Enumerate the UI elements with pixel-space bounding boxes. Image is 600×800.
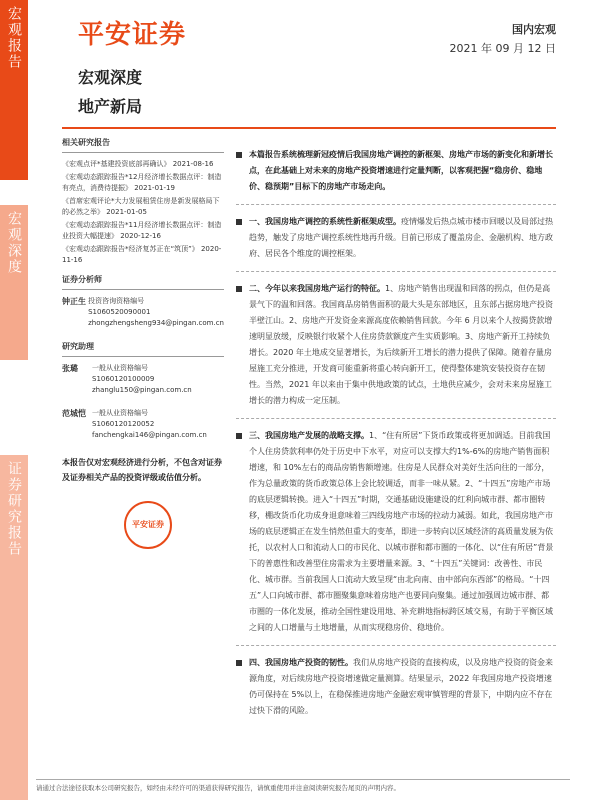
- section-strategy: [236, 428, 556, 636]
- summary-paragraph: [236, 147, 556, 195]
- section-strategy-body: 1、“住有所居”下货币政策或将更加调适。目前我国个人住房贷款利率仍处于历史中下水平，对应可以支撑大约1%-6%的房地产销售面积增速，和 10%左右的商品房销售额增速。住房是人民群众对美好生活向往的一部分，作为总量政策的货币政策总体上会比较调适，而非一味从紧。2、“十四五”房地产市场的底层逻辑转换。进入“十四五”时期，交通基础设施建设的红利向城市群、都市圈转移，棚改货币化功成身退意味着三四线房地产市场的拉动力减弱。如此，我国房地产市场的底层逻辑正在发生悄然但重大的变革，即进一步转向以区域经济的高质量发展为依托，以农村人口和流动人口的市民化、以城市群和都市圈的一体化、以“住有所居”背景下的普惠性和改善型住房需求为主要增量来源。3、“十四五”关键词：改善性、市民化、城市群。当前我国人口流动大致呈现“由北向南、由中部向东西部”的格局。“十四五”人口向城市群、都市圈聚集意味着房地产也要同向聚集。通过加强周边城市群、都市圈的一体化发展，推动全国性建设用地、补充耕地指标跨区域交易，有助于平衡区域之间的人口增量与土地增量，从而实现稳房价、稳地价。: [249, 431, 554, 632]
- company-logo: 平安证券: [78, 20, 187, 50]
- analysts-heading: 证券分析师: [62, 274, 224, 290]
- analysis-disclaimer: 本报告仅对宏观经济进行分析，不包含对证券及证券相关产品的投资评级或估值分析。: [62, 458, 222, 482]
- left-color-band: [0, 0, 28, 800]
- summary-text: 本篇报告系统梳理新冠疫情后我国房地产调控的新框架、房地产市场的新变化和新增长点，在此基础上对未来的房地产投资增速进行定量判断，以客观把握“稳房价、稳地价、稳预期”目标下的房地产市场走向。: [249, 150, 553, 191]
- section-regulation-body: 疫情爆发后热点城市楼市回暖以及局部过热趋势，触发了房地产调控系统性地再升级。目前已形成了覆盖房企、金融机构、地方政府、居民各个维度的调控框架。: [249, 217, 553, 258]
- report-date: 2021 年 09 月 12 日: [449, 42, 556, 55]
- section-resilience-body: 我们从房地产投资的直接构成，以及房地产投资的资金来源角度，对后续房地产投资增速做定量测算。结果显示，2022 年我国房地产投资增速仍可保持在 5%以上，在稳保推进房地产金融宏观审慎管理的背景下，中期内应不存在过快下滑的风险。: [249, 658, 553, 715]
- section-regulation-title: 一、我国房地产调控的系统性新框架成型。: [249, 217, 401, 226]
- header-rule: [62, 127, 556, 129]
- related-report-item[interactable]: 《宏观动态跟踪报告*11月经济增长数据点评：制造业投资大幅提速》 2020-12-16: [62, 221, 222, 240]
- bullet-square-icon: [236, 660, 242, 666]
- related-report-item[interactable]: 《首席宏观评论*大力发展租赁住房是新发展格局下的必然之举》 2021-01-05: [62, 197, 220, 216]
- section-divider: [236, 418, 556, 419]
- section-divider: [236, 271, 556, 272]
- analyst-name: 钟正生: [62, 297, 86, 306]
- assistant-contact: [62, 363, 224, 396]
- section-features: [236, 281, 556, 409]
- bullet-square-icon: [236, 152, 242, 158]
- band-label-macro-depth: 宏观深度: [6, 211, 22, 275]
- band-segment-macro-report: [0, 0, 28, 180]
- analyst-contact: [62, 296, 224, 329]
- report-type: 宏观深度: [78, 68, 143, 87]
- band-label-securities-research: 证券研究报告: [6, 461, 22, 557]
- sidebar-info: [62, 137, 224, 549]
- report-title: 地产新局: [78, 97, 143, 116]
- section-features-title: 二、今年以来我国房地产运行的特征。: [249, 284, 385, 293]
- section-resilience: [236, 655, 556, 719]
- related-report-item[interactable]: 《宏观动态跟踪报告*12月经济增长数据点评：制造有亮点，消费待提振》 2021-01-19: [62, 173, 222, 192]
- analyst-license-label: 投资咨询资格编号: [88, 297, 145, 305]
- band-segment-securities-research: [0, 455, 28, 800]
- bullet-square-icon: [236, 286, 242, 292]
- assistant-contact: [62, 408, 224, 441]
- section-resilience-title: 四、我国房地产投资的韧性。: [249, 658, 353, 667]
- footer-notice: 请通过合法途径获取本公司研究报告，如经由未经许可的渠道获得研究报告，请慎重使用并注意阅读研究报告尾页的声明内容。: [36, 784, 400, 792]
- section-regulation: [236, 214, 556, 262]
- stamp-text: 平安证券: [132, 520, 164, 529]
- main-content: [236, 147, 556, 719]
- related-reports-heading: 相关研究报告: [62, 137, 224, 153]
- assistant-name: 张璐: [62, 364, 78, 373]
- analyst-license-number: S1060520090001: [88, 308, 151, 316]
- assistants-heading: 研究助理: [62, 341, 224, 357]
- company-stamp: [124, 501, 172, 549]
- assistant-license-number: S1060120100009: [92, 375, 155, 383]
- band-label-macro-report: 宏观报告: [6, 6, 22, 70]
- section-features-body: 1、房地产销售出现温和回落的拐点，但仍是高景气下的温和回落。我国商品房销售面积的最大头是东部地区，且东部占据房地产投资半壁江山。2、房地产开发资金来源高度依赖销售回款。今年 6 月以来个人按揭贷款增速明显放缓，反映银行收紧个人住房贷款额度产生实质影响。3、房地产新开工持续负增长。2020 年土地成交显著增长，为后续新开工增长的潜力提供了保障。随着存量房屋施工充分推进，开发商可能重新将重心转向新开工，使得整体建筑安装投资存在韧性。当然，2021 年以来由于集中供地政策的试点，土地供应减少，会对未来房屋施工增长的潜力构成一定压制。: [249, 284, 553, 405]
- section-strategy-title: 三、我国房地产发展的战略支撑。: [249, 431, 369, 440]
- assistant-license-label: 一般从业资格编号: [92, 364, 148, 372]
- footer-rule: [36, 779, 570, 780]
- assistant-license-number: S1060120120052: [92, 420, 155, 428]
- assistant-email[interactable]: fanchengkai146@pingan.com.cn: [92, 431, 207, 439]
- report-category: 国内宏观: [512, 23, 556, 36]
- assistant-name: 范城恺: [62, 409, 86, 418]
- assistant-email[interactable]: zhanglu150@pingan.com.cn: [92, 386, 192, 394]
- bullet-square-icon: [236, 219, 242, 225]
- related-report-item[interactable]: 《宏观动态跟踪报告*经济复苏正在“筑顶”》 2020-11-16: [62, 245, 222, 264]
- assistant-license-label: 一般从业资格编号: [92, 409, 148, 417]
- section-divider: [236, 645, 556, 646]
- analyst-email[interactable]: zhongzhengsheng934@pingan.com.cn: [88, 319, 224, 327]
- bullet-square-icon: [236, 433, 242, 439]
- band-segment-macro-depth: [0, 205, 28, 360]
- section-divider: [236, 204, 556, 205]
- related-report-item[interactable]: 《宏观点评*基建投资底部再确认》 2021-08-16: [62, 160, 214, 168]
